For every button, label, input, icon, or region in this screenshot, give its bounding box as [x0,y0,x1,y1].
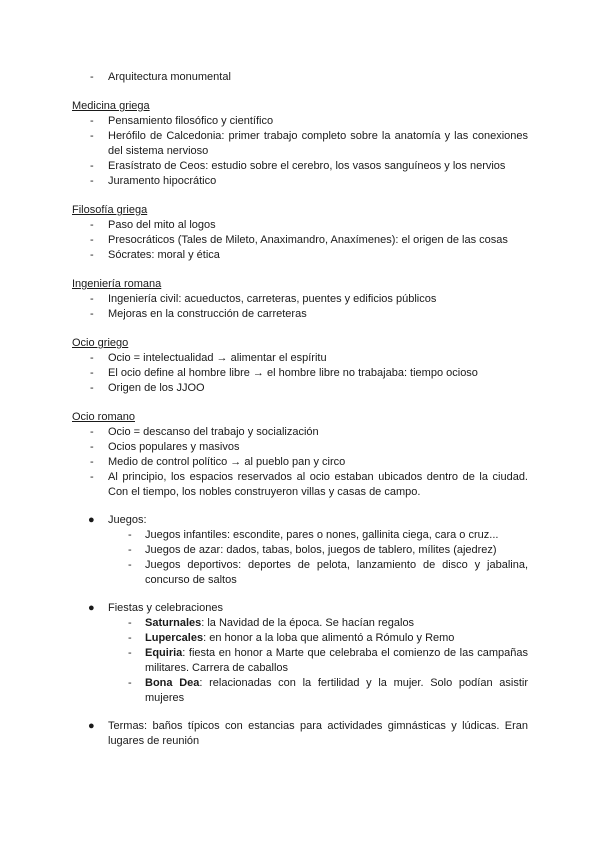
item-text: Al principio, los espacios reservados al ocio estaban ubicados dentro de la ciudad. Con el tiempo, los nobles construyeron villas y casas de campo. [108,471,528,498]
juegos-block [0,513,600,588]
list-item [0,174,600,189]
dash-marker: - [90,308,94,320]
dash-marker: - [128,632,132,644]
section-heading-filosofia: Filosofía griega [72,204,148,216]
item-text: Herófilo de Calcedonia: primer trabajo completo sobre la anatomía y las conexiones del sistema nervioso [108,130,528,157]
dash-marker: - [90,175,94,187]
filosofia-list [0,218,600,263]
bullet-title: Fiestas y celebraciones [108,602,223,614]
bullet-marker: ● [88,602,95,614]
list-item [0,351,600,366]
item-text: Arquitectura monumental [108,71,231,83]
document-page [0,70,600,749]
dash-marker: - [128,529,132,541]
festival-name: Lupercales [145,632,204,644]
ocio-griego-list [0,351,600,396]
item-text: Ingeniería civil: acueductos, carreteras, puentes y edificios públicos [108,293,437,305]
festival-description: : fiesta en honor a Marte que celebraba el comienzo de las campañas militares. Carrera de caballos [145,647,528,674]
item-text: Paso del mito al logos [108,219,216,231]
festival-description: : la Navidad de la época. Se hacían regalos [201,617,415,629]
item-text: Juegos de azar: dados, tabas, bolos, juegos de tablero, mílites (ajedrez) [145,544,497,556]
bullet-item-juegos [0,513,600,528]
bullet-item-termas [0,719,600,749]
dash-marker: - [90,160,94,172]
bullet-text: Termas: baños típicos con estancias para actividades gimnásticas y lúdicas. Eran lugares de reunión [108,720,528,747]
fiestas-list [0,616,600,706]
bullet-marker: ● [88,720,95,732]
ocio-romano-list [0,425,600,500]
item-text: Ocios populares y masivos [108,441,240,453]
dash-marker: - [90,130,94,142]
list-item [0,218,600,233]
list-item [0,440,600,455]
item-text: Juegos infantiles: escondite, pares o nones, gallinita ciega, cara o cruz... [145,529,499,541]
item-text: Mejoras en la construcción de carreteras [108,308,307,320]
dash-marker: - [128,677,132,689]
item-text: El ocio define al hombre libre → el hombre libre no trabajaba: tiempo ocioso [108,367,478,379]
dash-marker: - [90,352,94,364]
item-text: Ocio = intelectualidad → alimentar el espíritu [108,352,327,364]
dash-marker: - [90,115,94,127]
list-item [0,114,600,129]
item-text: Juramento hipocrático [108,175,217,187]
list-item [0,366,600,381]
dash-marker: - [90,234,94,246]
list-item [0,381,600,396]
termas-block [0,719,600,749]
item-text: Pensamiento filosófico y científico [108,115,274,127]
top-list [0,70,600,85]
festival-description: : relacionadas con la fertilidad y la mujer. Solo podían asistir mujeres [145,677,528,704]
dash-marker: - [90,471,94,483]
bullet-item-fiestas [0,601,600,616]
item-text: Erasístrato de Ceos: estudio sobre el cerebro, los vasos sanguíneos y los nervios [108,160,506,172]
list-item [0,676,600,706]
festival-name: Saturnales [145,617,202,629]
dash-marker: - [90,441,94,453]
section-heading-ingenieria: Ingeniería romana [72,278,162,290]
item-text: Juegos deportivos: deportes de pelota, lanzamiento de disco y jabalina, concurso de saltos [145,559,528,586]
dash-marker: - [90,249,94,261]
list-item [0,307,600,322]
bullet-marker: ● [88,514,95,526]
list-item [0,248,600,263]
list-item [0,129,600,159]
medicina-list [0,114,600,189]
list-item [0,528,600,543]
list-item [0,631,600,646]
list-item [0,558,600,588]
list-item [0,646,600,676]
list-item [0,470,600,500]
section-heading-ocio-griego: Ocio griego [72,337,129,349]
section-heading-ocio-romano: Ocio romano [72,411,135,423]
list-item [0,292,600,307]
list-item [0,159,600,174]
dash-marker: - [90,426,94,438]
dash-marker: - [90,293,94,305]
dash-marker: - [90,219,94,231]
bullet-title: Juegos: [108,514,147,526]
list-item [0,543,600,558]
item-text: Medio de control político → al pueblo pan y circo [108,456,346,468]
dash-marker: - [90,456,94,468]
item-text: Ocio = descanso del trabajo y socialización [108,426,319,438]
dash-marker: - [128,544,132,556]
item-text: Presocráticos (Tales de Mileto, Anaximandro, Anaxímenes): el origen de las cosas [108,234,508,246]
juegos-list [0,528,600,588]
list-item [0,233,600,248]
dash-marker: - [90,367,94,379]
dash-marker: - [128,647,132,659]
item-text: Sócrates: moral y ética [108,249,220,261]
list-item [0,425,600,440]
dash-marker: - [128,559,132,571]
ingenieria-list [0,292,600,322]
fiestas-block [0,601,600,706]
list-item [0,616,600,631]
item-text: Origen de los JJOO [108,382,205,394]
list-item [0,455,600,470]
festival-name: Equiria [145,647,183,659]
festival-description: : en honor a la loba que alimentó a Rómulo y Remo [203,632,455,644]
dash-marker: - [128,617,132,629]
festival-name: Bona Dea [145,677,200,689]
list-item [0,70,600,85]
section-heading-medicina: Medicina griega [72,100,150,112]
dash-marker: - [90,71,94,83]
dash-marker: - [90,382,94,394]
